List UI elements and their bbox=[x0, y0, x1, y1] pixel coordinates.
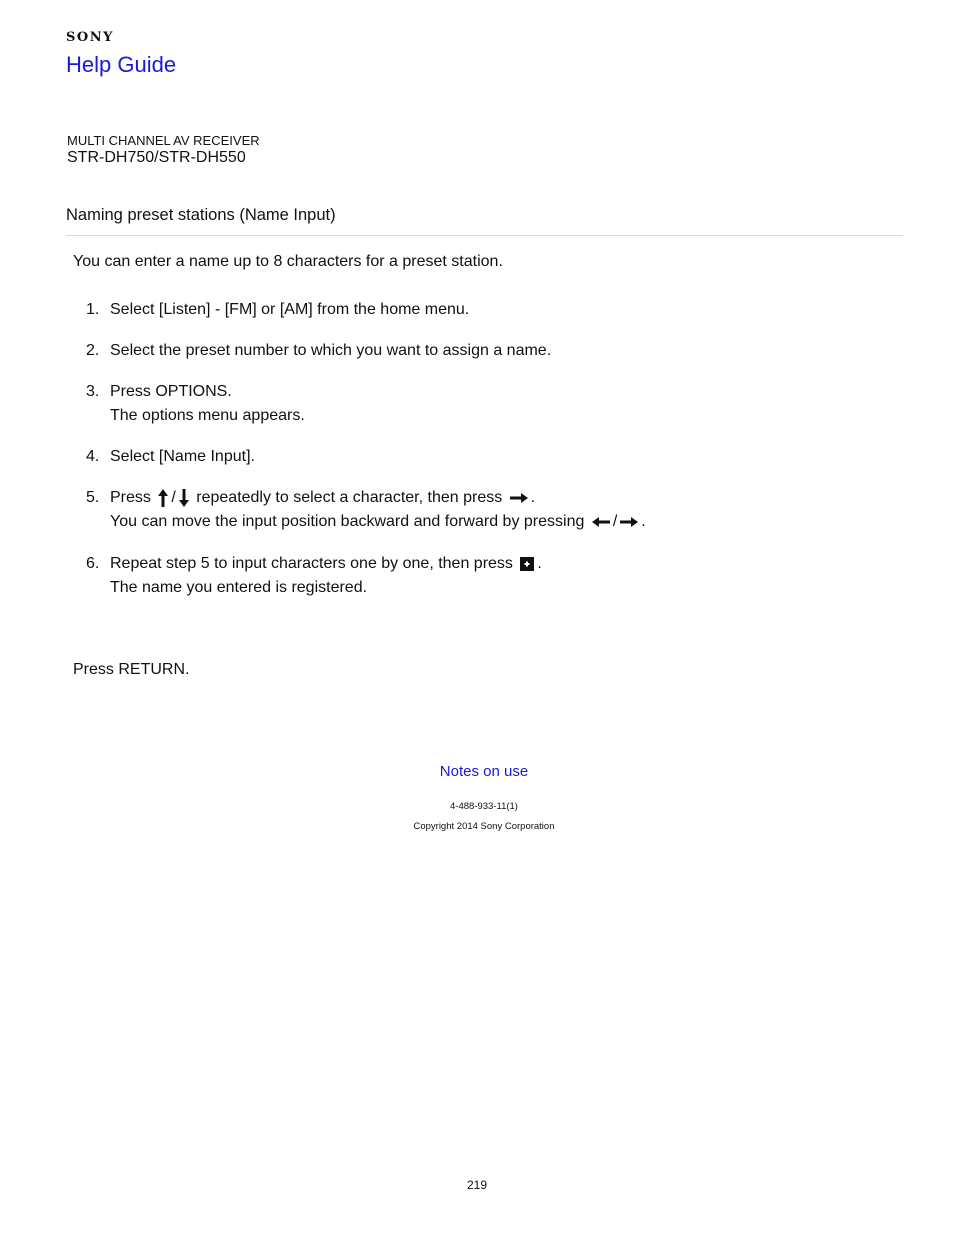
step-number: 5. bbox=[86, 489, 100, 506]
step-text: Select [Listen] - [FM] or [AM] from the home menu. bbox=[110, 301, 470, 318]
step-1 bbox=[86, 298, 469, 322]
step-subtext: The name you entered is registered. bbox=[110, 579, 368, 596]
intro-text: You can enter a name up to 8 characters for a preset station. bbox=[73, 253, 503, 270]
step-text: Repeat step 5 to input characters one by one, then press bbox=[110, 555, 513, 572]
notes-on-use-link[interactable]: Notes on use bbox=[439, 763, 529, 780]
step-text: Select the preset number to which you want to assign a name. bbox=[110, 342, 552, 359]
product-model: STR-DH750/STR-DH550 bbox=[67, 149, 246, 166]
slash: / bbox=[171, 489, 176, 506]
step-number: 3. bbox=[86, 383, 100, 400]
step-text: Press bbox=[110, 489, 151, 506]
period: . bbox=[641, 513, 646, 530]
copyright: Copyright 2014 Sony Corporation bbox=[413, 821, 555, 832]
left-arrow-icon bbox=[591, 516, 611, 528]
step-5 bbox=[86, 486, 646, 534]
step-number: 2. bbox=[86, 342, 100, 359]
step-subtext: The options menu appears. bbox=[110, 407, 305, 424]
press-return-text: Press RETURN. bbox=[73, 661, 190, 678]
period: . bbox=[530, 489, 536, 506]
step-text: Press OPTIONS. bbox=[110, 383, 232, 400]
help-guide-title[interactable]: Help Guide bbox=[66, 52, 177, 77]
page-number: 219 bbox=[466, 1178, 488, 1192]
step-number: 6. bbox=[86, 555, 100, 572]
period: . bbox=[537, 555, 542, 572]
product-category: MULTI CHANNEL AV RECEIVER bbox=[67, 133, 260, 148]
step-text: repeatedly to select a character, then press bbox=[196, 489, 503, 506]
step-4 bbox=[86, 445, 255, 469]
right-arrow-icon bbox=[619, 516, 639, 528]
step-subtext bbox=[86, 510, 646, 534]
divider bbox=[66, 235, 903, 236]
sony-logo: SONY bbox=[66, 30, 114, 45]
step-6 bbox=[86, 552, 542, 600]
up-arrow-icon bbox=[157, 488, 169, 508]
step-subtext-text: You can move the input position backward and forward by pressing bbox=[110, 513, 585, 530]
slash: / bbox=[612, 513, 618, 530]
enter-button-icon bbox=[519, 556, 535, 572]
step-text: Select [Name Input]. bbox=[110, 448, 255, 465]
document-code: 4-488-933-11(1) bbox=[450, 801, 518, 812]
page-title: Naming preset stations (Name Input) bbox=[66, 206, 336, 224]
step-number: 1. bbox=[86, 301, 100, 318]
down-arrow-icon bbox=[178, 488, 190, 508]
right-arrow-icon bbox=[509, 492, 529, 504]
step-3 bbox=[86, 380, 305, 428]
step-number: 4. bbox=[86, 448, 100, 465]
step-2 bbox=[86, 339, 551, 363]
